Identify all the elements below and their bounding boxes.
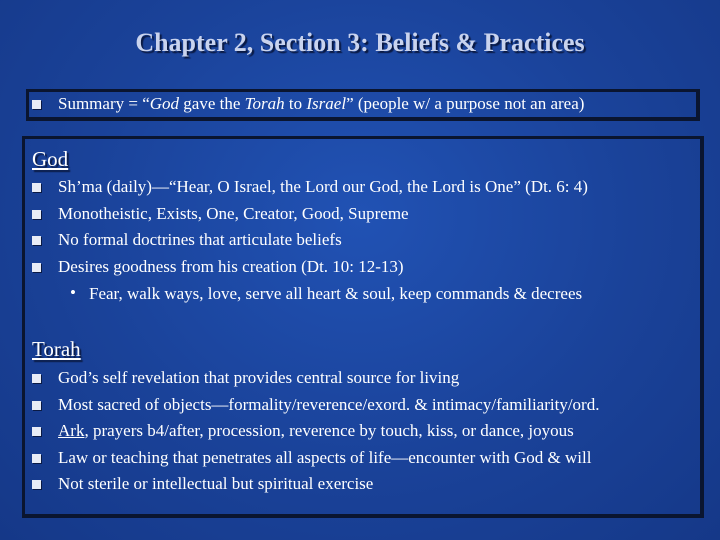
bullet-icon xyxy=(32,454,41,463)
summary-text: Summary = “God gave the Torah to Israel” (people w/ a purpose not an area) xyxy=(58,94,585,113)
bullet-icon xyxy=(32,480,41,489)
summary-torah: Torah xyxy=(244,94,285,113)
summary-israel: Israel xyxy=(306,94,347,113)
bullet-icon xyxy=(32,374,41,383)
torah-bullet-2: Most sacred of objects—formality/reverence/exord. & intimacy/familiarity/ord. xyxy=(58,395,600,414)
torah-bullet-1: God’s self revelation that provides central source for living xyxy=(58,368,460,387)
god-bullet-4: Desires goodness from his creation (Dt. 10: 12-13) xyxy=(58,257,404,276)
bullet-icon xyxy=(32,183,41,192)
god-bullet-2: Monotheistic, Exists, One, Creator, Good, Supreme xyxy=(58,204,409,223)
bullet-icon xyxy=(32,263,41,272)
sub-bullet-dot-icon: • xyxy=(70,283,76,302)
god-bullet-3: No formal doctrines that articulate beliefs xyxy=(58,230,342,249)
ark-word: Ark xyxy=(58,421,85,440)
torah-heading: Torah xyxy=(32,337,81,361)
bullet-icon xyxy=(32,401,41,410)
slide-title: Chapter 2, Section 3: Beliefs & Practices xyxy=(135,28,585,57)
god-sub-bullet: Fear, walk ways, love, serve all heart & soul, keep commands & decrees xyxy=(89,284,583,303)
bullet-icon xyxy=(32,210,41,219)
torah-bullet-4: Law or teaching that penetrates all aspects of life—encounter with God & will xyxy=(58,448,592,467)
summary-god: God xyxy=(149,94,180,113)
summary-bullet-icon xyxy=(32,100,41,109)
torah-bullet-3: Ark, prayers b4/after, procession, reverence by touch, kiss, or dance, joyous xyxy=(58,421,574,440)
god-heading: God xyxy=(32,147,69,171)
god-bullet-1: Sh’ma (daily)—“Hear, O Israel, the Lord our God, the Lord is One” (Dt. 6: 4) xyxy=(58,177,588,196)
torah-bullet-5: Not sterile or intellectual but spiritual exercise xyxy=(58,474,374,493)
bullet-icon xyxy=(32,427,41,436)
bullet-icon xyxy=(32,236,41,245)
